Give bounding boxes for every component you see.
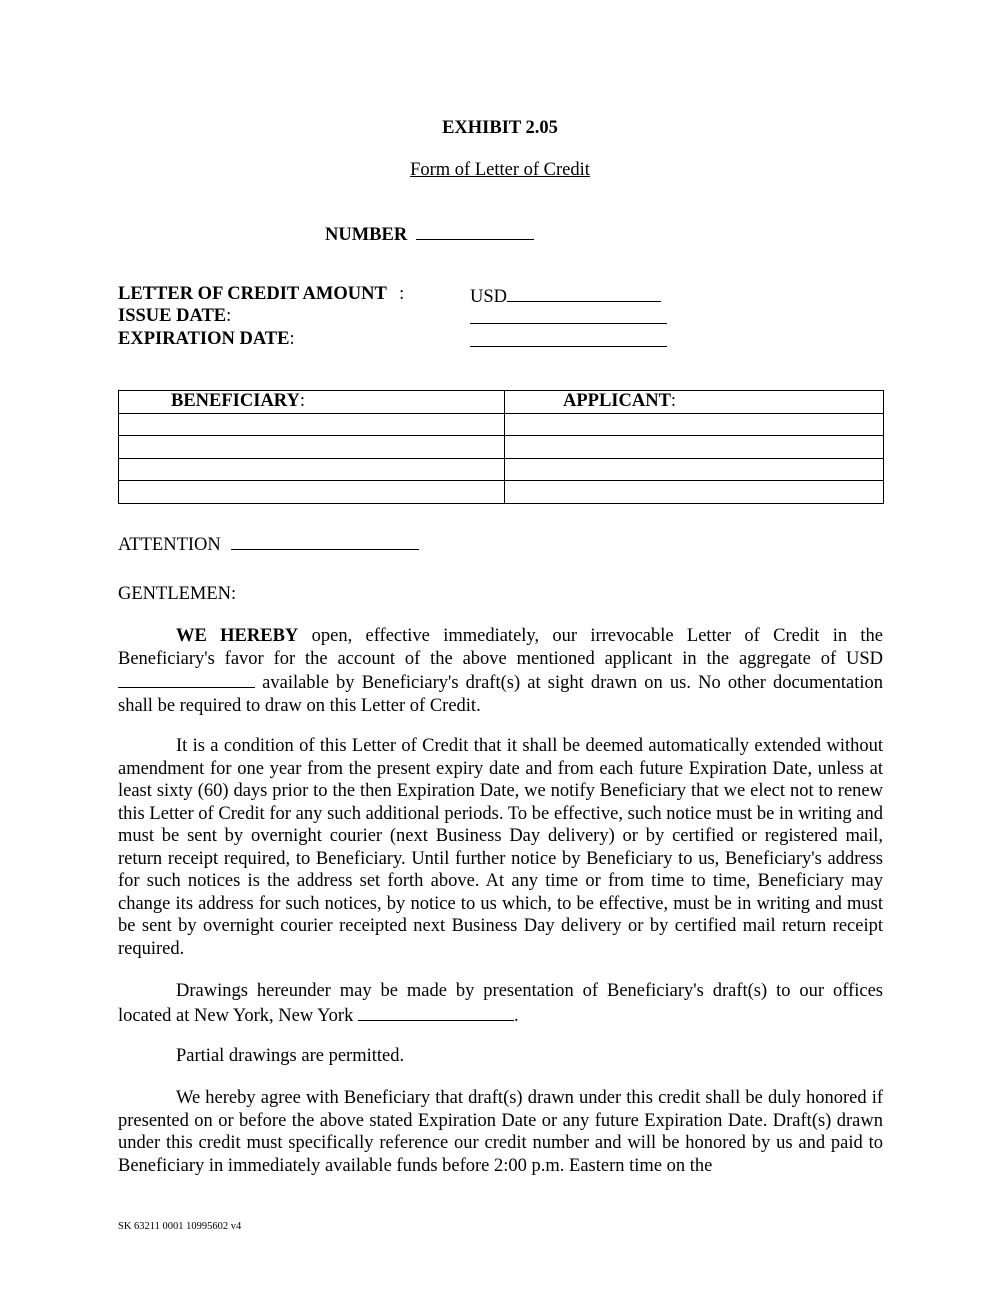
applicant-cell[interactable] [505,458,884,481]
paragraph-we-hereby [118,625,883,717]
beneficiary-cell[interactable] [119,436,505,459]
issue-date-value [470,306,667,330]
expiration-date-blank[interactable] [470,329,667,347]
issue-date-colon: : [226,306,232,326]
table-row [119,481,884,504]
amount-label: LETTER OF CREDIT AMOUNT [118,284,387,304]
table-header-row [119,391,884,414]
amount-value [470,284,661,308]
attention-line [118,532,419,556]
expiration-date-value [470,329,667,353]
p3-text-b: . [513,1005,519,1026]
amount-blank[interactable] [507,284,661,302]
exhibit-title: EXHIBIT 2.05 [442,118,558,138]
we-hereby-bold: WE HEREBY [176,626,299,646]
office-address-blank[interactable] [358,1003,514,1021]
beneficiary-header [119,391,505,414]
salutation: GENTLEMEN: [118,584,237,604]
p3-text-a: Drawings hereunder may be made by presentation of Beneficiary's draft(s) to our offices located at New York, New York [118,981,883,1026]
parties-table [118,390,884,504]
expiration-date-label-row [118,329,295,350]
number-label: NUMBER [325,225,408,245]
table-row [119,413,884,436]
p2-text: It is a condition of this Letter of Credit that it shall be deemed automatically extended without amendment for one year from the present expiry date and from each future Expiration Date, unless at least sixty (60) days prior to the then Expiration Date, we notify Beneficiary that we elect not to renew this Letter of Credit for any such additional periods. To be effective, such notice must be in writing and must be sent by overnight courier (next Business Day delivery) or by certified or registered mail, return receipt required, to Beneficiary. Until further notice by Beneficiary to us, Beneficiary's address for such notices is the address set forth above. At any time or from time to time, Beneficiary may change its address for such notices, by notice to us which, to be effective, must be in writing and must be sent by overnight courier receipted next Business Day delivery or by certified mail return receipt required. [118,736,883,959]
table-row [119,436,884,459]
applicant-header-text: APPLICANT [563,391,671,412]
issue-date-label-row [118,306,231,327]
beneficiary-header-colon: : [299,391,306,412]
paragraph-drawings [118,980,883,1027]
table-row [119,458,884,481]
p5-text: We hereby agree with Beneficiary that draft(s) drawn under this credit shall be duly honored if presented on or before the above stated Expiration Date or any future Expiration Date. Draft(s) drawn under this credit must specifically reference our credit number and will be honored by us and paid to Beneficiary in immediately available funds before 2:00 p.m. Eastern time on the [118,1088,883,1176]
paragraph-honor [118,1087,883,1177]
beneficiary-cell[interactable] [119,481,505,504]
document-footer-id: SK 63211 0001 10995602 v4 [118,1221,242,1232]
beneficiary-cell[interactable] [119,458,505,481]
expiration-date-colon: : [289,329,295,349]
number-field [325,222,534,246]
amount-prefix: USD [470,287,508,307]
applicant-cell[interactable] [505,481,884,504]
issue-date-label: ISSUE DATE [118,306,227,326]
p1-text-a: open, effective immediately, our irrevocable Letter of Credit in the Beneficiary's favor for the account of the above mentioned applicant in the aggregate of USD [118,626,883,669]
p4-text: Partial drawings are permitted. [176,1046,405,1066]
amount-label-row [118,284,404,305]
amount-colon: : [399,284,405,304]
applicant-header-colon: : [670,391,677,412]
applicant-cell[interactable] [505,436,884,459]
usd-amount-blank[interactable] [118,670,255,688]
beneficiary-cell[interactable] [119,413,505,436]
attention-blank[interactable] [231,532,419,550]
applicant-header [505,391,884,414]
issue-date-blank[interactable] [470,306,667,324]
form-subtitle: Form of Letter of Credit [410,160,590,180]
paragraph-partial [118,1045,883,1068]
expiration-date-label: EXPIRATION DATE [118,329,290,349]
beneficiary-header-text: BENEFICIARY [171,391,300,412]
number-blank[interactable] [416,222,534,240]
applicant-cell[interactable] [505,413,884,436]
attention-label: ATTENTION [118,535,221,555]
paragraph-auto-extension [118,735,883,960]
p1-text-b: available by Beneficiary's draft(s) at sight drawn on us. No other documentation shall be required to draw on this Letter of Credit. [118,673,883,716]
